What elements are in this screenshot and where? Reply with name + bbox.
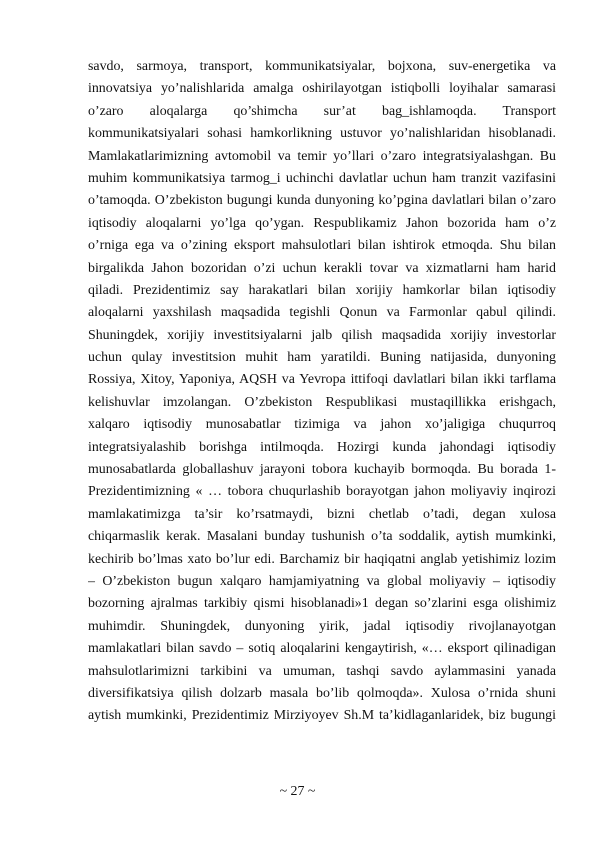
text-line: Shuningdek, xorijiy investitsiyalarni jalb qilish maqsadida xorijiy investorlar: [88, 327, 556, 343]
text-line: Mamlakatlarimizning avtomobil va temir yo’llari o’zaro integratsiyalashgan. Bu: [88, 148, 556, 164]
text-line: qiladi. Prezidentimiz say harakatlari bilan xorijiy hamkorlar bilan iqtisodiy: [88, 282, 556, 298]
text-line: – O’zbekiston bugun xalqaro hamjamiyatning va global moliyaviy – iqtisodiy: [88, 573, 556, 589]
body-text: [88, 56, 556, 728]
text-line: aytish mumkinki, Prezidentimiz Mirziyoyev Sh.M ta’kidlaganlaridek, biz bugungi: [88, 708, 556, 724]
text-line: o’rniga ega va o’zining eksport mahsulotlari bilan ishtirok etmoqda. Shu bilan: [88, 238, 556, 254]
text-line: muhimdir. Shuningdek, dunyoning yirik, jadal iqtisodiy rivojlanayotgan: [88, 618, 556, 634]
text-line: diversifikatsiya qilish dolzarb masala bo’lib qolmoqda». Xulosa o’rnida shuni: [88, 685, 556, 701]
text-line: bozorning ajralmas tarkibiy qismi hisoblanadi»1 degan so’zlarini esga olishimiz: [88, 596, 556, 612]
text-line: mamlakatimizga ta’sir ko’rsatmaydi, bizni chetlab o’tadi, degan xulosa: [88, 506, 556, 522]
text-line: innovatsiya yo’nalishlarida amalga oshirilayotgan istiqbolli loyihalar samarasi: [88, 81, 556, 97]
text-line: integratsiyalashib borishga intilmoqda. Hozirgi kunda jahondagi iqtisodiy: [88, 439, 556, 455]
text-line: Prezidentimizning « … tobora chuqurlashib borayotgan jahon moliyaviy inqirozi: [88, 484, 556, 500]
text-line: munosabatlarda globallashuv jarayoni tobora kuchayib bormoqda. Bu borada 1-: [88, 462, 556, 478]
text-line: o’tamoqda. O’zbekiston bugungi kunda dunyoning ko’pgina davlatlari bilan o’zaro: [88, 193, 556, 209]
text-line: savdo, sarmoya, transport, kommunikatsiyalar, bojxona, suv-energetika va: [88, 59, 556, 74]
text-line: Rossiya, Xitoy, Yaponiya, AQSH va Yevropa ittifoqi davlatlari bilan ikki tarflama: [88, 372, 556, 388]
text-line: iqtisodiy aloqalarni yo’lga qo’ygan. Respublikamiz Jahon bozorida ham o’z: [88, 215, 556, 231]
text-line: mamlakatlari bilan savdo – sotiq aloqalarini kengaytirish, «… eksport qilinadigan: [88, 641, 556, 657]
text-line: kommunikatsiyalari sohasi hamkorlikning ustuvor yo’nalishlaridan hisoblanadi.: [88, 126, 556, 142]
text-line: mahsulotlarimizni tarkibini va umuman, tashqi savdo aylammasini yanada: [88, 663, 556, 679]
text-line: o’zaro aloqalarga qo’shimcha sur’at bag_ishlamoqda. Transport: [88, 103, 556, 119]
text-line: aloqalarni yaxshilash maqsadida tegishli Qonun va Farmonlar qabul qilindi.: [88, 305, 556, 321]
text-line: chiqarmaslik kerak. Masalani bunday tushunish o’ta soddalik, aytish mumkinki,: [88, 529, 556, 545]
text-line: birgalikda Jahon bozoridan o’zi uchun kerakli tovar va xizmatlarni ham harid: [88, 260, 556, 276]
text-line: kechirib bo’lmas xato bo’lur edi. Barchamiz bir haqiqatni anglab yetishimiz lozim: [88, 551, 556, 567]
text-line: muhim kommunikatsiya tarmog_i uchinchi davlatlar uchun ham tranzit vazifasini: [88, 170, 556, 186]
text-line: kelishuvlar imzolangan. O’zbekiston Respublikasi mustaqillikka erishgach,: [88, 394, 556, 410]
text-line: uchun qulay investitsion muhit ham yaratildi. Buning natijasida, dunyoning: [88, 350, 556, 366]
page-number: ~ 27 ~: [279, 784, 316, 799]
text-line: xalqaro iqtisodiy munosabatlar tizimiga va jahon xo’jaligiga chuqurroq: [88, 417, 556, 433]
